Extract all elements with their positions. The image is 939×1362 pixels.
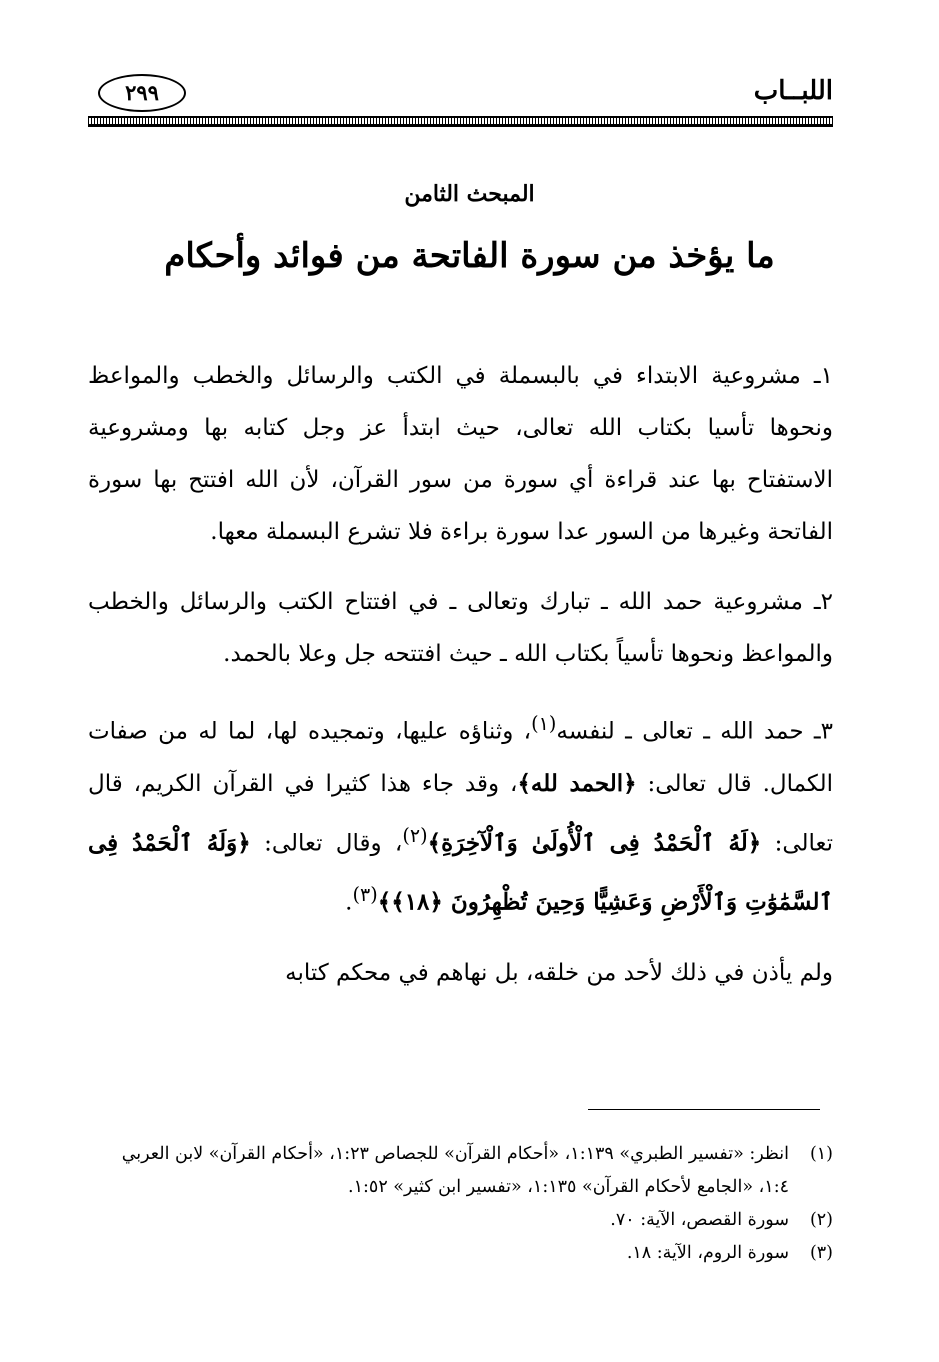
footnote-number: (٢)	[809, 1210, 833, 1230]
body-text	[88, 350, 833, 1017]
paragraph-3-text-e: .	[345, 889, 353, 916]
quran-verse-1: ﴿الحمد لله﴾	[517, 769, 637, 797]
footnote-1	[88, 1138, 833, 1204]
paragraph-3-text-b: ، وثناؤه عليها، وتمجيده لها، لما له من صفات الكمال. قال تعالى:	[88, 718, 833, 797]
paragraph-3-text-c: ، وقد جاء هذا كثيرا في القرآن الكريم، قال تعالى:	[88, 770, 834, 857]
paragraph-4: ولم يأذن في ذلك لأحد من خلقه، بل نهاهم في محكم كتابه	[285, 959, 833, 986]
footnote-text: انظر: «تفسير الطبري» ١:١٣٩، «أحكام القرآن» للجصاص ١:٢٣، «أحكام القرآن» لابن العربي ١:٤، «الجامع لأحكام القرآن» ١:١٣٥، «تفسير ابن كثير» ١:٥٢.	[121, 1144, 789, 1197]
paragraph-3	[88, 698, 833, 929]
footnote-number: (٣)	[809, 1243, 833, 1263]
running-title: اللبــاب	[753, 76, 833, 106]
footnote-ref-3: (٣)	[352, 883, 378, 907]
paragraph-3-text-a: ٣ـ حمد الله ـ تعالى ـ لنفسه	[556, 718, 833, 745]
page-number-badge: ٢٩٩	[98, 74, 186, 112]
header-rule	[88, 116, 833, 127]
footnote-ref-1: (١)	[531, 712, 557, 735]
quran-verse-3: ﴿وَلَهُ ٱلْحَمْدُ فِى ٱلسَّمَٰوَٰتِ وَٱلْأَرْضِ وَعَشِيًّا وَحِينَ تُظْهِرُونَ ﴿١٨﴾﴾	[88, 829, 833, 916]
footnote-3	[88, 1237, 833, 1270]
footnotes	[88, 1138, 833, 1270]
paragraph-3-text-d: ، وقال تعالى:	[250, 830, 403, 857]
footnote-2	[88, 1204, 833, 1237]
section-label: المبحث الثامن	[404, 181, 535, 207]
footnote-separator	[588, 1109, 820, 1110]
quran-verse-2: ﴿لَهُ ٱلْحَمْدُ فِى ٱلْأُولَىٰ وَٱلْآخِرَةِ﴾	[427, 829, 762, 857]
page-header	[88, 72, 833, 132]
paragraph-2: ٢ـ مشروعية حمد الله ـ تبارك وتعالى ـ في افتتاح الكتب والرسائل والخطب والمواعظ ونحوها تأسياً بكتاب الله ـ حيث افتتحه جل وعلا بالحمد.	[88, 589, 833, 667]
footnote-number: (١)	[809, 1144, 833, 1164]
footnote-text: سورة القصص، الآية: ٧٠.	[610, 1210, 789, 1230]
footnote-text: سورة الروم، الآية: ١٨.	[626, 1243, 789, 1263]
paragraph-1: ١ـ مشروعية الابتداء في بالبسملة في الكتب والرسائل والخطب والمواعظ ونحوها تأسيا بكتاب الله تعالى، حيث ابتدأ عز وجل كتابه بها ومشروعية الاستفتاح بها عند قراءة أي سورة من سور القرآن، لأن الله افتتح بها سورة الفاتحة وغيرها من السور عدا سورة براءة فلا تشرع البسملة معها.	[88, 363, 833, 545]
footnote-ref-2: (٢)	[402, 823, 428, 847]
chapter-title: ما يؤخذ من سورة الفاتحة من فوائد وأحكام	[164, 236, 775, 276]
